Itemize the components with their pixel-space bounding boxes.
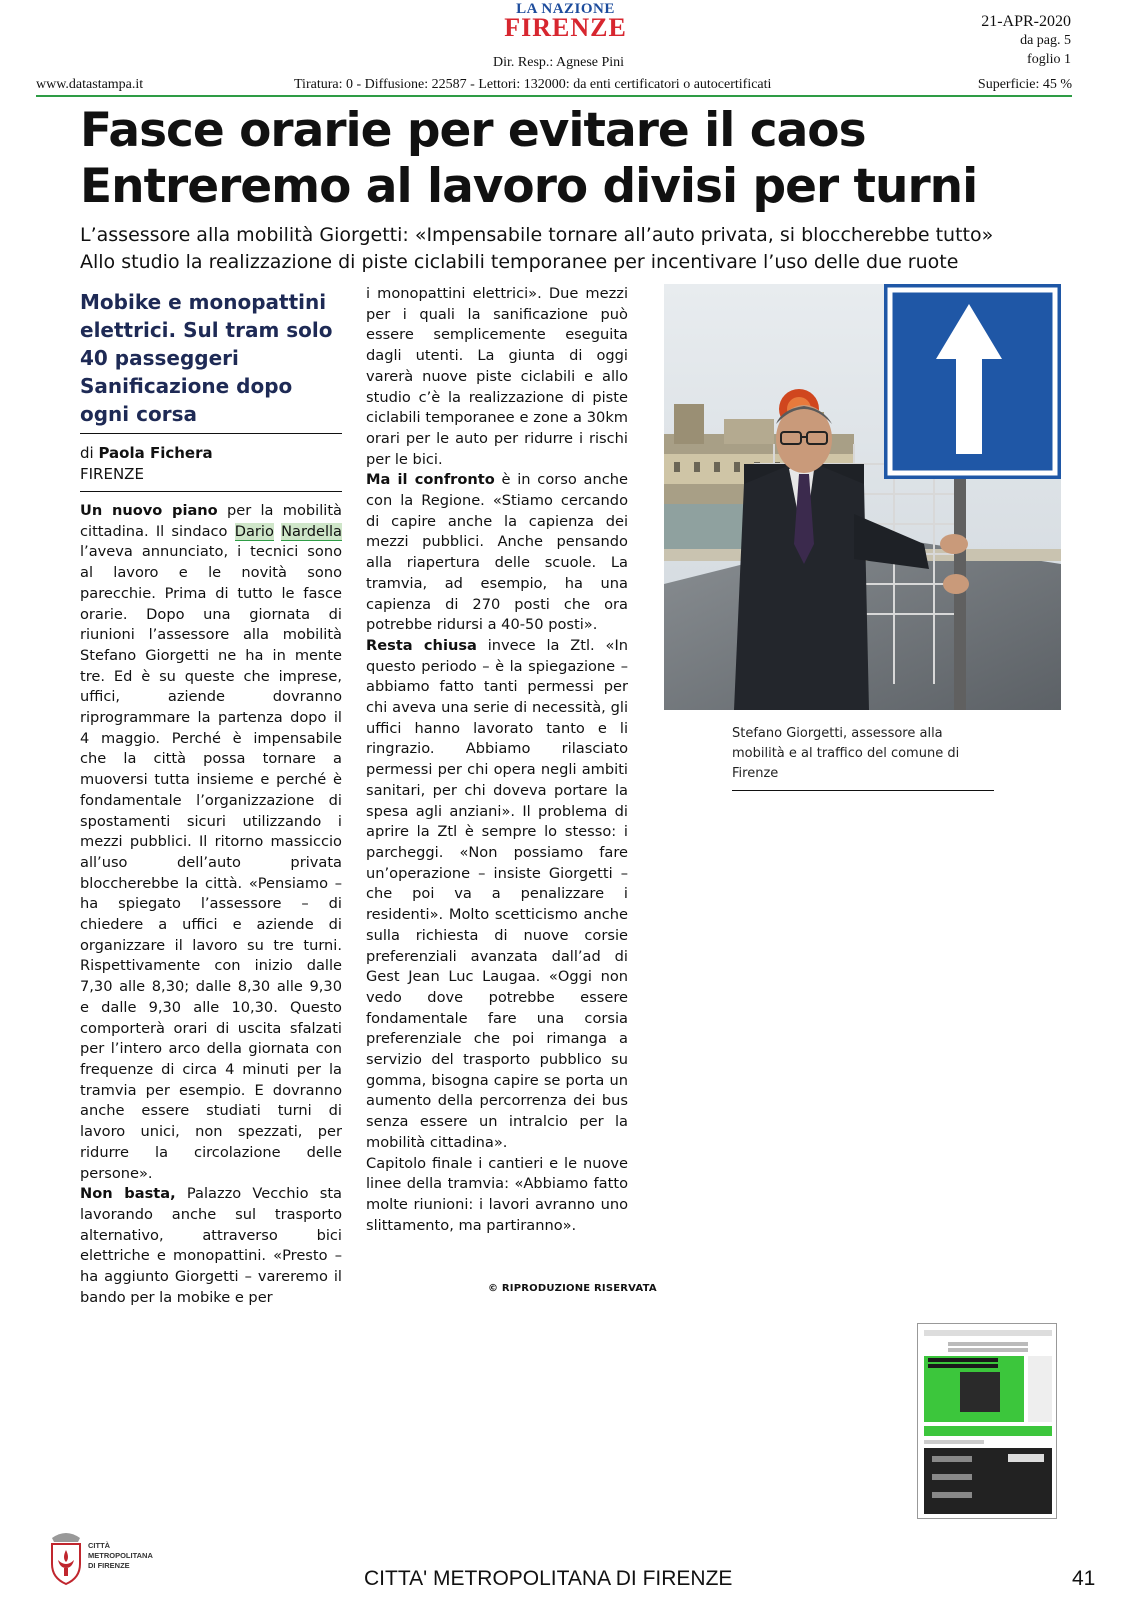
text: per la mobilità cittadina. Il sindaco [80, 502, 342, 540]
logo-line: METROPOLITANA [88, 1551, 153, 1560]
logo-line: CITTÀ [88, 1541, 111, 1550]
website-link[interactable]: www.datastampa.it [36, 77, 144, 92]
photo-illustration [664, 284, 1061, 710]
publication-date: 21-APR-2020 [981, 13, 1071, 30]
lead-in: Ma il confronto [366, 471, 495, 489]
box-title: Mobike e monopattini elettrici. Sul tram solo 40 passeggeri Sanificazione dopo ogni corsa [80, 290, 333, 426]
photo-caption: Stefano Giorgetti, assessore alla mobilità e al traffico del comune di Firenze [732, 726, 960, 781]
paragraph [80, 501, 342, 1184]
fleur-de-lis-icon [44, 1530, 88, 1590]
headline-line-1: Fasce orarie per evitare il caos [80, 103, 866, 158]
byline-place: FIRENZE [80, 465, 144, 483]
headline-line-2: Entreremo al lavoro divisi per turni [80, 159, 978, 214]
article-column-1 [80, 501, 342, 1308]
byline [80, 443, 213, 485]
info-line [36, 77, 1072, 97]
article-photo [664, 284, 1061, 710]
paragraph [366, 636, 628, 1154]
footer-title: CITTA' METROPOLITANA DI FIRENZE [364, 1567, 733, 1590]
lead-in: Non basta, [80, 1185, 176, 1203]
paragraph [80, 1184, 342, 1308]
text: l’aveva annunciato, i tecnici sono al lavoro e le novità sono parecchie. Prima di tutto le fasce orarie. Dopo una giornata di riunioni l’assessore alla mobilità Stefano Giorgetti ne ha in mente tre. Ed è su queste che imprese, uffici, aziende dovranno riprogrammare la partenza dopo il 4 maggio. Perché è impensabile che la città possa tornare a muoversi tutta insieme e perché è fondamentale l’organizzazione di spostamenti sicuri utilizzando i mezzi pubblici. Il ritorno massiccio all’uso dell’auto privata bloccherebbe la città. «Pensiamo – ha spiegato l’assessore – di chiedere a uffici e aziende di organizzare il lavoro su tre turni. Rispettivamente con inizio dalle 7,30 alle 8,30; dalle 8,30 alle 9,30 e dalle 9,30 alle 10,30. Questo comporterà orari di uscita sfalzati per l’intero arco della giornata con frequenze di circa 4 minuti per la tramvia per esempio. E dovranno anche essere studiati turni di lavoro unici, non spezzati, per ridurre la circolazione delle persone». [80, 543, 342, 1182]
logo-text [88, 1541, 153, 1571]
publication-meta [981, 12, 1071, 69]
masthead [0, 2, 1131, 40]
masthead-title: FIRENZE [504, 13, 627, 42]
page-thumbnail[interactable] [917, 1323, 1057, 1519]
paragraph: Capitolo finale i cantieri e le nuove linee della tramvia: «Abbiamo fatto molte riunioni: i lavori avranno uno slittamento, ma partiranno». [366, 1154, 628, 1234]
subhead-line-1: L’assessore alla mobilità Giorgetti: «Impensabile tornare all’auto privata, si bloccherebbe tutto» [80, 224, 994, 246]
page-ref: da pag. 5 [1020, 33, 1071, 48]
subheadline [80, 222, 1070, 276]
text: Palazzo Vecchio sta lavorando anche sul trasporto alternativo, attraverso bici elettriche e monopattini. «Presto – ha aggiunto Giorgetti – vareremo il bando per la mobike e per [80, 1185, 342, 1306]
divider [732, 790, 994, 791]
highlight: Nardella [281, 522, 342, 540]
page-number: 41 [1072, 1567, 1096, 1590]
circulation-info: Tiratura: 0 - Diffusione: 22587 - Lettori: 132000: da enti certificatori o autocertificati [294, 77, 772, 92]
director: Dir. Resp.: Agnese Pini [493, 55, 625, 70]
surface-info: Superficie: 45 % [977, 77, 1072, 92]
sheet-ref: foglio 1 [1027, 52, 1071, 67]
lead-in: Resta chiusa [366, 636, 477, 654]
text: invece la Ztl. «In questo periodo – è la spiegazione – abbiamo fatto tanti permessi per chi aveva una serie di necessità, gli uffici hanno lavorato tanto e li ringrazio. Abbiamo rilasciato permessi per chi opera negli ambiti sanitari, per chi doveva portare la spesa agli anziani». Il problema di aprire la Ztl è sempre lo stesso: i parcheggi. «Non possiamo fare un’operazione – insiste Giorgetti – che poi va a penalizzare i residenti». Molto scetticismo anche sulla richiesta di nuove corsie preferenziali avanzata dall’ad di Gest Jean Luc Laugaa. «Oggi non vedo dove potrebbe essere fondamentale fare una corsia preferenziale che poi rimanga a servizio del trasporto pubblico su gomma, bisogna capire se porta un aumento della percorrenza dei bus senza essere un intralcio per la mobilità cittadina». [366, 636, 628, 1151]
lead-in: Un nuovo piano [80, 502, 218, 519]
divider [80, 433, 342, 434]
highlight: Dario [234, 522, 274, 540]
byline-prefix: di [80, 444, 99, 462]
thumbnail-preview [918, 1324, 1057, 1519]
divider [80, 491, 342, 492]
masthead-top: LA NAZIONE [516, 1, 615, 17]
subhead-line-2: Allo studio la realizzazione di piste ciclabili temporanee per incentivare l’uso delle due ruote [80, 251, 959, 273]
headline [80, 103, 1070, 215]
byline-author: Paola Fichera [98, 444, 213, 462]
logo-line: DI FIRENZE [88, 1561, 130, 1570]
paragraph: i monopattini elettrici». Due mezzi per i quali la sanificazione può essere semplicemente eseguita dagli utenti. La giunta di oggi varerà nuove piste ciclabili e allo studio c’è la realizzazione di piste ciclabili temporanee e zone a 30km orari per le auto per ridurre i rischi per le bici. [366, 285, 628, 468]
copyright-notice: © RIPRODUZIONE RISERVATA [488, 1283, 657, 1294]
text: è in corso anche con la Regione. «Stiamo cercando di capire anche la capienza dei mezzi pubblici. Anche pensando alla riapertura delle scuole. La tramvia, ad esempio, ha una capienza di 270 posti che ora potrebbe ridursi a 40-50 posti». [366, 471, 628, 634]
paragraph [366, 470, 628, 636]
article-column-2 [366, 284, 628, 1236]
